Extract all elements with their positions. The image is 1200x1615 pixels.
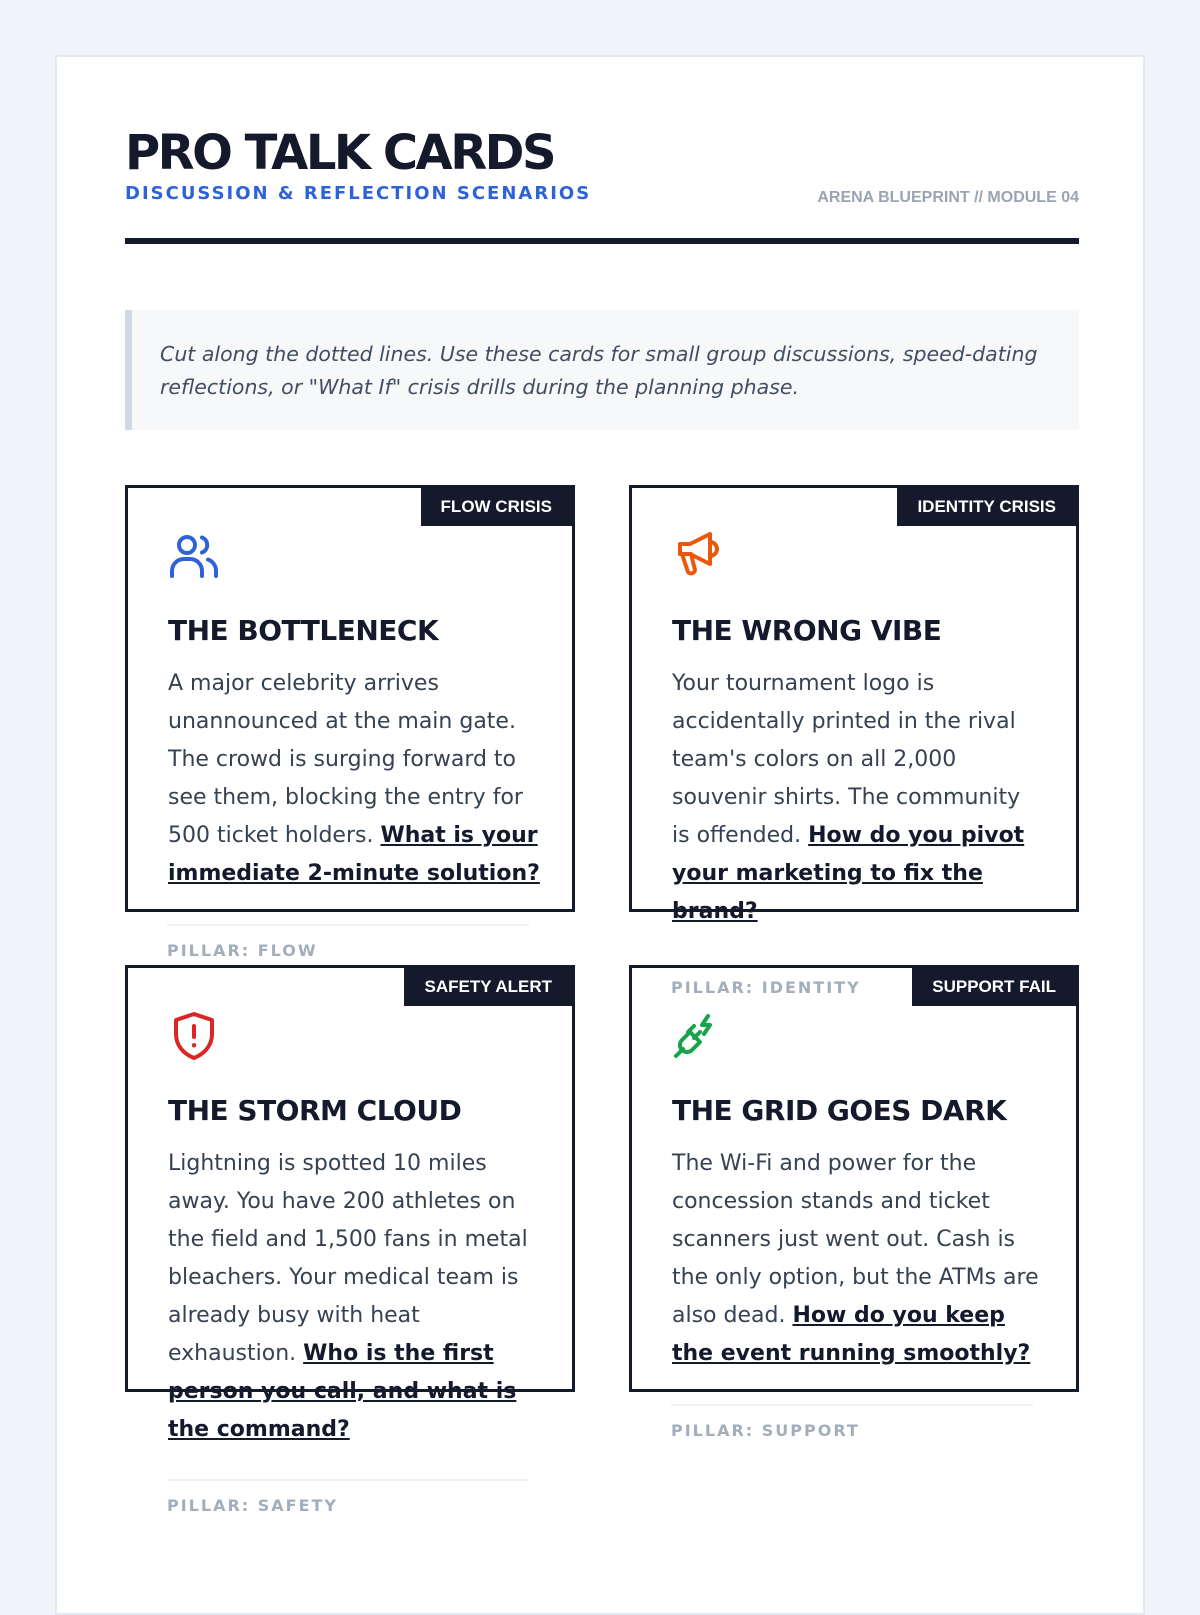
card-tag: SAFETY ALERT [404, 968, 572, 1006]
talk-card-support [629, 965, 1079, 1392]
card-question: Who is the first person you call, and what is the command? [168, 1341, 517, 1442]
page-subtitle: DISCUSSION & REFLECTION SCENARIOS [125, 183, 592, 204]
talk-card-flow [125, 485, 575, 912]
card-tag: SUPPORT FAIL [912, 968, 1076, 1006]
scenario-text: Lightning is spotted 10 miles away. You have 200 athletes on the field and 1,500 fans in metal bleachers. Your medical team is already busy with heat exhaustion. [168, 1151, 528, 1366]
pillar-divider [167, 1479, 529, 1481]
card-question: What is your immediate 2-minute solution? [168, 823, 540, 886]
page-title: PRO TALK CARDS [125, 125, 555, 181]
pillar-label: PILLAR: IDENTITY [671, 978, 861, 997]
users-icon [168, 530, 220, 582]
card-tag: FLOW CRISIS [421, 488, 572, 526]
worksheet-page [55, 55, 1145, 1615]
card-tag: IDENTITY CRISIS [897, 488, 1076, 526]
talk-card-identity [629, 485, 1079, 924]
card-scenario [672, 665, 1044, 931]
scenario-text: The Wi-Fi and power for the concession stands and ticket scanners just went out. Cash is the only option, but the ATMs are also dead. [672, 1151, 1039, 1328]
instructions-callout: Cut along the dotted lines. Use these cards for small group discussions, speed-dating reflections, or "What If" crisis drills during the planning phase. [125, 310, 1079, 430]
page-header [125, 127, 1079, 204]
shield-alert-icon [168, 1010, 220, 1062]
pillar-label: PILLAR: SAFETY [167, 1496, 339, 1515]
pillar-divider [671, 1404, 1033, 1406]
card-scenario [168, 1145, 540, 1449]
scenario-text: Your tournament logo is accidentally printed in the rival team's colors on all 2,000 souvenir shirts. The community is offended. [672, 671, 1021, 848]
pillar-label: PILLAR: SUPPORT [671, 1421, 860, 1440]
card-title: THE GRID GOES DARK [672, 1094, 1007, 1127]
card-scenario [672, 1145, 1044, 1373]
module-label: ARENA BLUEPRINT // MODULE 04 [817, 189, 1079, 206]
card-question: How do you pivot your marketing to fix the brand? [672, 823, 1025, 924]
scenario-text: A major celebrity arrives unannounced at the main gate. The crowd is surging forward to see them, blocking the entry for 500 ticket holders. [168, 671, 523, 848]
card-title: THE BOTTLENECK [168, 614, 439, 647]
card-title: THE WRONG VIBE [672, 614, 942, 647]
talk-card-safety [125, 965, 575, 1442]
pillar-divider [167, 924, 529, 926]
card-title: THE STORM CLOUD [168, 1094, 462, 1127]
megaphone-icon [672, 530, 724, 582]
unplugged-icon [672, 1010, 724, 1062]
pillar-label: PILLAR: FLOW [167, 941, 318, 960]
card-scenario [168, 665, 540, 893]
header-divider [125, 238, 1079, 244]
card-question: How do you keep the event running smoothly? [672, 1303, 1031, 1366]
